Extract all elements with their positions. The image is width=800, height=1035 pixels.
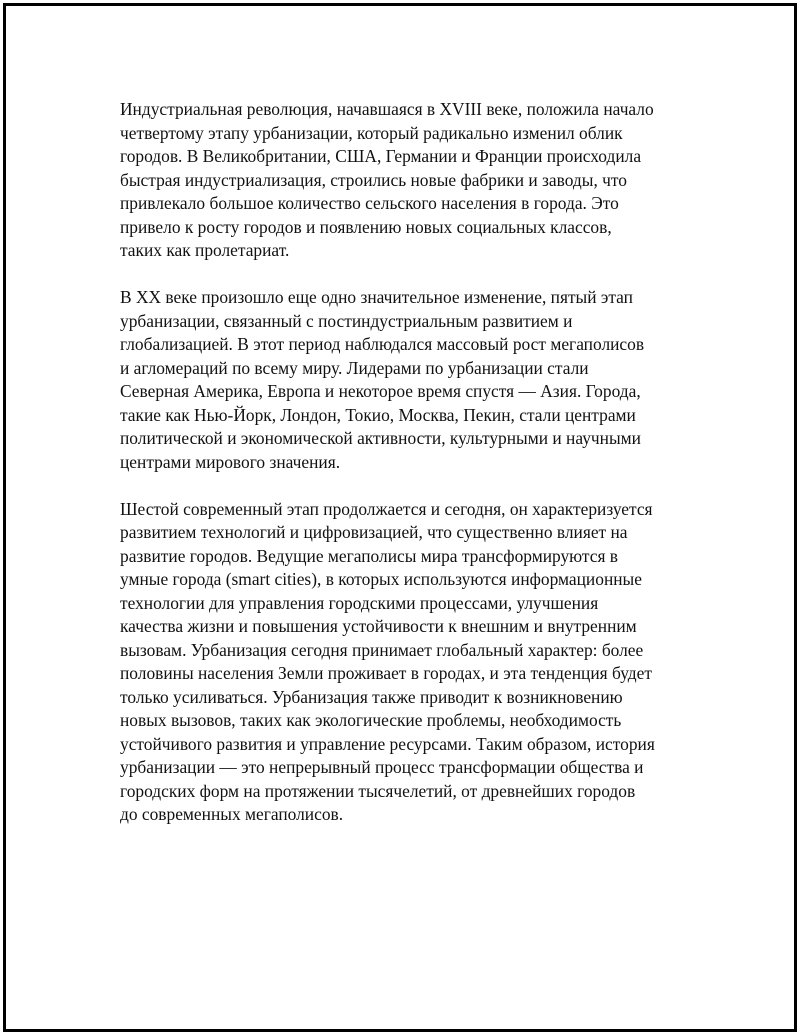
paragraph-twentieth-century: В XX веке произошло еще одно значительное изменение, пятый этап урбанизации, связанный с постиндустриальным развитием и глобализацией. В этот период наблюдался массовый рост мегаполисов и агломераций по всему миру. Лидерами по урбанизации стали Северная Америка, Европа и некоторое время спустя — Азия. Города, такие как Нью-Йорк, Лондон, Токио, Москва, Пекин, стали центрами политической и экономической активности, культурными и научными центрами мирового значения.	[120, 287, 645, 472]
document-body	[120, 98, 700, 827]
paragraph-modern-stage: Шестой современный этап продолжается и сегодня, он характеризуется развитием технологий и цифровизацией, что существенно влияет на развитие городов. Ведущие мегаполисы мира трансформируются в умные города (smart cities), в которых используются информационные технологии для управления городскими процессами, улучшения качества жизни и повышения устойчивости к внешним и внутренним вызовам. Урбанизация сегодня принимает глобальный характер: более половины населения Земли проживает в городах, и эта тенденция будет только усиливаться. Урбанизация также приводит к возникновению новых вызовов, таких как экологические проблемы, необходимость устойчивого развития и управление ресурсами. Таким образом, история урбанизации — это непрерывный процесс трансформации общества и городских форм на протяжении тысячелетий, от древнейших городов до современных мегаполисов.	[120, 498, 655, 824]
paragraph-industrial-revolution: Индустриальная революция, начавшаяся в XVIII веке, положила начало четвертому этапу урбанизации, который радикально изменил облик городов. В Великобритании, США, Германии и Франции происходила быстрая индустриализация, строились новые фабрики и заводы, что привлекало большое количество сельского населения в города. Это привело к росту городов и появлению новых социальных классов, таких как пролетариат.	[120, 99, 654, 260]
page-frame	[3, 3, 797, 1032]
